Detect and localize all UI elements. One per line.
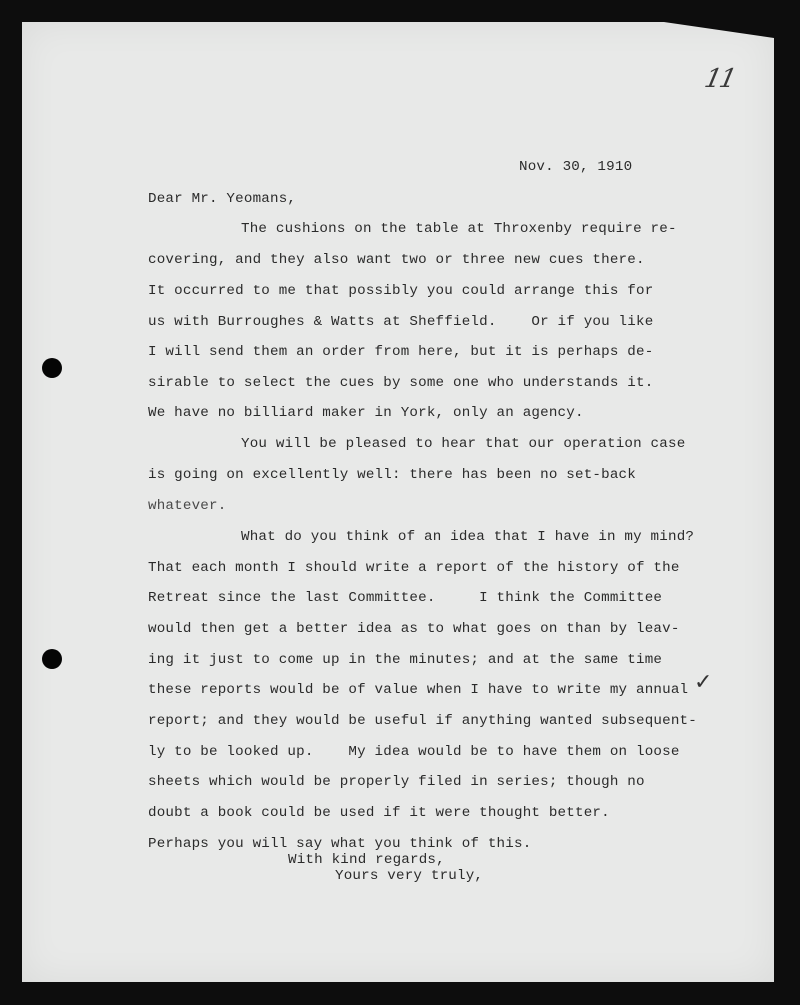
body-line: That each month I should write a report of the history of the: [148, 560, 680, 576]
body-line: sheets which would be properly filed in series; though no: [148, 774, 645, 790]
body-line: doubt a book could be used if it were thought better.: [148, 805, 610, 821]
body-line: You will be pleased to hear that our operation case: [241, 436, 686, 452]
body-line: We have no billiard maker in York, only an agency.: [148, 405, 584, 421]
body-line: covering, and they also want two or three new cues there.: [148, 252, 645, 268]
body-line: would then get a better idea as to what goes on than by leav-: [148, 621, 680, 637]
body-line: I will send them an order from here, but it is perhaps de-: [148, 344, 654, 360]
body-line: whatever.: [148, 498, 227, 514]
body-line: sirable to select the cues by some one who understands it.: [148, 375, 654, 391]
body-line: It occurred to me that possibly you could arrange this for: [148, 283, 654, 299]
page-number: 11: [701, 64, 738, 94]
body-line: ing it just to come up in the minutes; and at the same time: [148, 652, 663, 668]
checkmark-annotation: ✓: [694, 670, 713, 695]
body-line: is going on excellently well: there has been no set-back: [148, 467, 636, 483]
body-line: Perhaps you will say what you think of this.: [148, 836, 532, 852]
salutation: Dear Mr. Yeomans,: [148, 191, 297, 207]
body-line: ly to be looked up. My idea would be to have them on loose: [148, 744, 680, 760]
closing: With kind regards,: [288, 852, 445, 868]
signoff: Yours very truly,: [335, 868, 484, 884]
punch-hole-lower: [42, 649, 62, 669]
punch-hole-upper: [42, 358, 62, 378]
body-line: Retreat since the last Committee. I think the Committee: [148, 590, 663, 606]
body-line: these reports would be of value when I have to write my annual: [148, 682, 689, 698]
body-line: The cushions on the table at Throxenby require re-: [241, 221, 677, 237]
folded-corner: [664, 22, 774, 38]
body-line: report; and they would be useful if anything wanted subsequent-: [148, 713, 697, 729]
letter-date: Nov. 30, 1910: [519, 159, 633, 175]
body-line: What do you think of an idea that I have in my mind?: [241, 529, 695, 545]
letter-page: [22, 22, 774, 982]
body-line: us with Burroughes & Watts at Sheffield. Or if you like: [148, 314, 654, 330]
